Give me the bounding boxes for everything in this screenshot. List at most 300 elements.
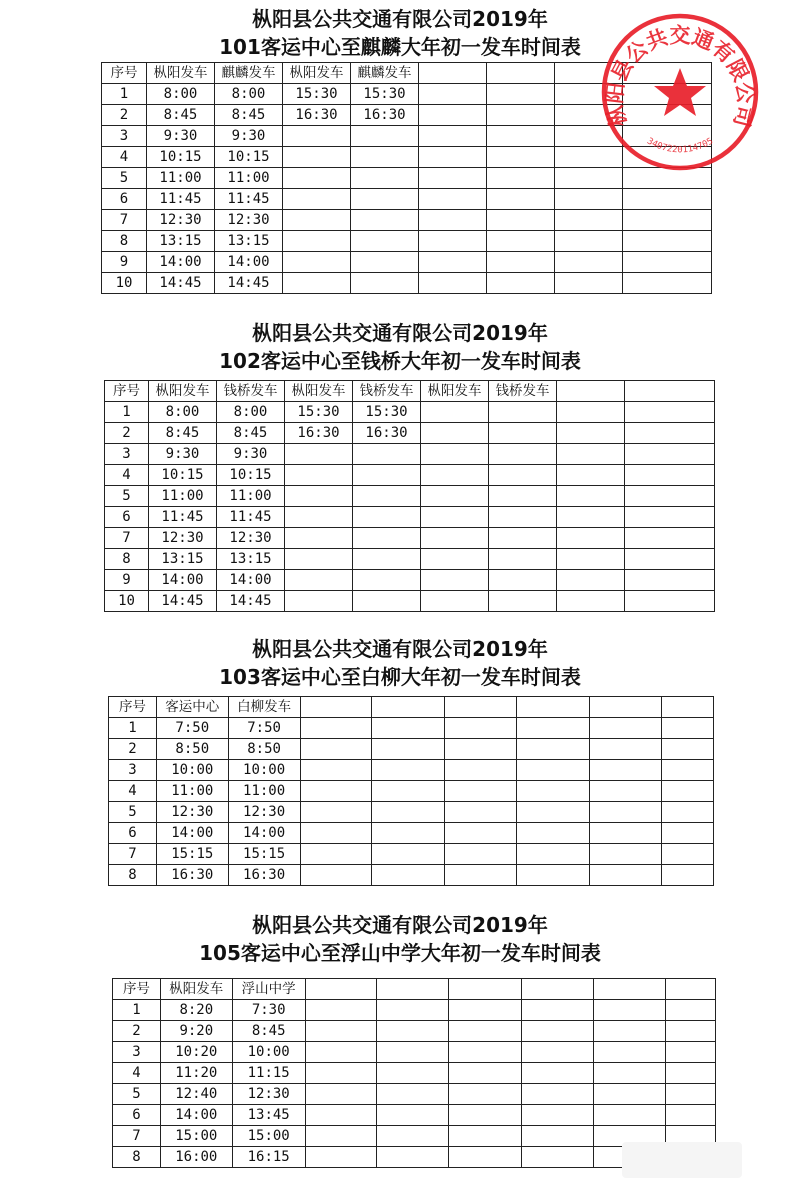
time-cell — [445, 781, 517, 802]
time-cell — [665, 1021, 715, 1042]
time-cell — [377, 1084, 449, 1105]
time-cell — [421, 444, 489, 465]
row-number-cell: 6 — [102, 189, 147, 210]
row-number-cell: 8 — [113, 1147, 161, 1168]
time-cell — [449, 1021, 522, 1042]
time-cell — [353, 528, 421, 549]
row-number-cell: 2 — [113, 1021, 161, 1042]
time-cell — [372, 844, 445, 865]
time-cell — [449, 1126, 522, 1147]
time-cell — [419, 147, 487, 168]
timetable-103 — [108, 696, 714, 886]
section-4-title-line2: 105客运中心至浮山中学大年初一发车时间表 — [199, 941, 601, 965]
header-cell — [372, 697, 445, 718]
time-cell: 14:00 — [149, 570, 217, 591]
table-row — [109, 844, 714, 865]
table-row — [105, 549, 715, 570]
time-cell — [517, 844, 590, 865]
time-cell — [594, 1042, 666, 1063]
time-cell — [589, 802, 661, 823]
time-cell — [487, 252, 555, 273]
row-number-cell: 5 — [113, 1084, 161, 1105]
time-cell — [285, 570, 353, 591]
time-cell: 14:45 — [149, 591, 217, 612]
row-number-cell: 6 — [105, 507, 149, 528]
time-cell: 8:45 — [149, 423, 217, 444]
time-cell — [372, 718, 445, 739]
row-number-cell: 8 — [102, 231, 147, 252]
section-1-title-line2: 101客运中心至麒麟大年初一发车时间表 — [219, 35, 581, 59]
row-number-cell: 4 — [113, 1063, 161, 1084]
time-cell: 7:50 — [228, 718, 300, 739]
table-row — [113, 1084, 716, 1105]
row-number-cell: 7 — [102, 210, 147, 231]
time-cell: 11:00 — [149, 486, 217, 507]
time-cell — [377, 1000, 449, 1021]
time-cell: 15:30 — [351, 84, 419, 105]
time-cell — [285, 507, 353, 528]
time-cell — [665, 1063, 715, 1084]
time-cell — [419, 252, 487, 273]
time-cell: 13:45 — [232, 1105, 305, 1126]
time-cell — [661, 739, 713, 760]
time-cell: 12:30 — [228, 802, 300, 823]
time-cell — [421, 570, 489, 591]
header-cell — [594, 979, 666, 1000]
time-cell — [594, 1021, 666, 1042]
time-cell: 14:00 — [147, 252, 215, 273]
time-cell — [487, 126, 555, 147]
time-cell — [625, 402, 715, 423]
header-cell: 枞阳发车 — [149, 381, 217, 402]
time-cell — [305, 1105, 377, 1126]
row-number-cell: 2 — [102, 105, 147, 126]
time-cell: 12:30 — [232, 1084, 305, 1105]
time-cell — [300, 823, 372, 844]
time-cell: 8:20 — [160, 1000, 232, 1021]
time-cell: 10:00 — [228, 760, 300, 781]
time-cell — [353, 549, 421, 570]
header-cell: 序号 — [113, 979, 161, 1000]
time-cell: 8:50 — [156, 739, 228, 760]
time-cell — [377, 1105, 449, 1126]
time-cell — [285, 465, 353, 486]
row-number-cell: 9 — [102, 252, 147, 273]
time-cell: 11:45 — [217, 507, 285, 528]
time-cell — [353, 507, 421, 528]
time-cell: 12:40 — [160, 1084, 232, 1105]
time-cell: 14:00 — [215, 252, 283, 273]
seal-number: 3407220114705 — [644, 136, 716, 156]
header-cell — [377, 979, 449, 1000]
row-number-cell: 8 — [105, 549, 149, 570]
time-cell — [285, 444, 353, 465]
row-number-cell: 4 — [102, 147, 147, 168]
time-cell: 15:30 — [285, 402, 353, 423]
seal-star-icon — [654, 68, 706, 116]
time-cell — [445, 760, 517, 781]
row-number-cell: 5 — [102, 168, 147, 189]
time-cell — [623, 252, 712, 273]
time-cell — [557, 570, 625, 591]
time-cell: 13:15 — [149, 549, 217, 570]
time-cell — [377, 1063, 449, 1084]
timetable-105 — [112, 978, 716, 1168]
time-cell: 9:30 — [215, 126, 283, 147]
time-cell: 12:30 — [217, 528, 285, 549]
time-cell — [557, 591, 625, 612]
time-cell — [372, 760, 445, 781]
time-cell: 10:15 — [215, 147, 283, 168]
company-seal-stamp — [598, 10, 762, 174]
time-cell: 13:15 — [217, 549, 285, 570]
header-cell — [661, 697, 713, 718]
time-cell — [487, 168, 555, 189]
table-row — [113, 1021, 716, 1042]
time-cell — [589, 844, 661, 865]
time-cell: 10:15 — [147, 147, 215, 168]
row-number-cell: 7 — [105, 528, 149, 549]
table-row — [113, 1042, 716, 1063]
time-cell — [305, 1063, 377, 1084]
time-cell: 8:00 — [147, 84, 215, 105]
row-number-cell: 10 — [105, 591, 149, 612]
header-cell: 序号 — [109, 697, 157, 718]
table-row — [109, 760, 714, 781]
time-cell — [419, 231, 487, 252]
time-cell — [489, 486, 557, 507]
table-row — [109, 739, 714, 760]
time-cell — [351, 189, 419, 210]
time-cell: 11:00 — [156, 781, 228, 802]
time-cell — [665, 1000, 715, 1021]
time-cell — [555, 189, 623, 210]
time-cell — [589, 865, 661, 886]
time-cell: 16:30 — [353, 423, 421, 444]
row-number-cell: 3 — [109, 760, 157, 781]
time-cell — [305, 1042, 377, 1063]
time-cell — [305, 1084, 377, 1105]
header-cell — [625, 381, 715, 402]
section-1-title-line1: 枞阳县公共交通有限公司2019年 — [252, 7, 548, 31]
time-cell — [665, 1105, 715, 1126]
time-cell — [351, 168, 419, 189]
time-cell: 11:45 — [149, 507, 217, 528]
time-cell: 8:00 — [215, 84, 283, 105]
time-cell — [522, 1021, 594, 1042]
time-cell — [557, 444, 625, 465]
time-cell — [489, 570, 557, 591]
time-cell: 12:30 — [215, 210, 283, 231]
header-cell — [300, 697, 372, 718]
time-cell — [589, 781, 661, 802]
table-row — [105, 486, 715, 507]
header-cell: 钱桥发车 — [489, 381, 557, 402]
time-cell — [372, 802, 445, 823]
time-cell: 16:30 — [228, 865, 300, 886]
header-cell: 麒麟发车 — [215, 63, 283, 84]
time-cell: 9:20 — [160, 1021, 232, 1042]
time-cell — [300, 760, 372, 781]
time-cell — [625, 486, 715, 507]
time-cell — [517, 865, 590, 886]
time-cell: 12:30 — [147, 210, 215, 231]
time-cell — [421, 402, 489, 423]
time-cell — [353, 486, 421, 507]
time-cell: 10:00 — [156, 760, 228, 781]
header-cell — [305, 979, 377, 1000]
row-number-cell: 9 — [105, 570, 149, 591]
timetable-102 — [104, 380, 715, 612]
time-cell: 11:00 — [147, 168, 215, 189]
time-cell — [283, 168, 351, 189]
time-cell — [489, 528, 557, 549]
header-cell: 枞阳发车 — [147, 63, 215, 84]
time-cell — [419, 126, 487, 147]
table-row — [102, 273, 712, 294]
time-cell — [449, 1084, 522, 1105]
time-cell — [449, 1042, 522, 1063]
table-row — [105, 465, 715, 486]
table-row — [102, 252, 712, 273]
time-cell — [594, 1105, 666, 1126]
time-cell: 16:15 — [232, 1147, 305, 1168]
time-cell — [300, 739, 372, 760]
time-cell — [522, 1105, 594, 1126]
time-cell: 7:30 — [232, 1000, 305, 1021]
time-cell — [522, 1042, 594, 1063]
table-row — [109, 802, 714, 823]
time-cell — [625, 423, 715, 444]
header-cell — [522, 979, 594, 1000]
row-number-cell: 5 — [105, 486, 149, 507]
header-cell: 麒麟发车 — [351, 63, 419, 84]
time-cell — [421, 507, 489, 528]
time-cell — [555, 273, 623, 294]
time-cell — [419, 105, 487, 126]
time-cell — [489, 591, 557, 612]
table-row — [109, 823, 714, 844]
table-row — [105, 528, 715, 549]
time-cell: 7:50 — [156, 718, 228, 739]
time-cell: 10:15 — [217, 465, 285, 486]
row-number-cell: 10 — [102, 273, 147, 294]
time-cell: 14:00 — [217, 570, 285, 591]
row-number-cell: 7 — [113, 1126, 161, 1147]
time-cell: 9:30 — [217, 444, 285, 465]
time-cell — [305, 1000, 377, 1021]
time-cell — [589, 739, 661, 760]
header-cell: 白柳发车 — [228, 697, 300, 718]
table-row — [102, 210, 712, 231]
header-cell — [557, 381, 625, 402]
time-cell — [351, 231, 419, 252]
time-cell — [300, 802, 372, 823]
time-cell — [283, 210, 351, 231]
row-number-cell: 6 — [109, 823, 157, 844]
time-cell — [421, 423, 489, 444]
time-cell — [445, 823, 517, 844]
time-cell — [353, 444, 421, 465]
time-cell — [522, 1084, 594, 1105]
time-cell: 11:00 — [215, 168, 283, 189]
table-row — [105, 507, 715, 528]
time-cell — [623, 189, 712, 210]
time-cell: 13:15 — [147, 231, 215, 252]
time-cell — [285, 549, 353, 570]
row-number-cell: 3 — [105, 444, 149, 465]
time-cell — [555, 210, 623, 231]
time-cell — [661, 823, 713, 844]
time-cell — [300, 865, 372, 886]
time-cell — [557, 423, 625, 444]
time-cell — [419, 189, 487, 210]
time-cell — [377, 1147, 449, 1168]
time-cell — [589, 718, 661, 739]
time-cell: 16:00 — [160, 1147, 232, 1168]
time-cell — [522, 1000, 594, 1021]
section-4-title-line1: 枞阳县公共交通有限公司2019年 — [252, 913, 548, 937]
time-cell — [351, 210, 419, 231]
header-cell — [445, 697, 517, 718]
time-cell — [353, 570, 421, 591]
header-cell: 序号 — [102, 63, 147, 84]
header-cell: 客运中心 — [156, 697, 228, 718]
time-cell: 15:15 — [228, 844, 300, 865]
header-cell: 钱桥发车 — [353, 381, 421, 402]
time-cell — [377, 1126, 449, 1147]
time-cell — [661, 865, 713, 886]
time-cell — [421, 591, 489, 612]
time-cell — [589, 760, 661, 781]
header-cell — [665, 979, 715, 1000]
header-row — [113, 979, 716, 1000]
time-cell: 11:45 — [215, 189, 283, 210]
table-row — [109, 718, 714, 739]
time-cell — [419, 84, 487, 105]
time-cell — [517, 823, 590, 844]
time-cell — [487, 273, 555, 294]
time-cell — [421, 486, 489, 507]
time-cell: 15:30 — [283, 84, 351, 105]
time-cell — [419, 168, 487, 189]
row-number-cell: 8 — [109, 865, 157, 886]
row-number-cell: 4 — [105, 465, 149, 486]
section-3-title-line1: 枞阳县公共交通有限公司2019年 — [252, 637, 548, 661]
time-cell — [419, 210, 487, 231]
seal-text: 枞阳县公共交通有限公司 — [602, 23, 758, 130]
time-cell — [594, 1063, 666, 1084]
time-cell — [517, 760, 590, 781]
time-cell — [283, 252, 351, 273]
table-row — [105, 591, 715, 612]
time-cell: 8:45 — [147, 105, 215, 126]
header-cell: 枞阳发车 — [160, 979, 232, 1000]
time-cell — [489, 465, 557, 486]
time-cell: 10:15 — [149, 465, 217, 486]
time-cell — [445, 865, 517, 886]
scan-artifact — [622, 1142, 742, 1178]
time-cell: 16:30 — [351, 105, 419, 126]
header-cell: 序号 — [105, 381, 149, 402]
time-cell — [300, 781, 372, 802]
time-cell: 8:00 — [149, 402, 217, 423]
table-row — [105, 444, 715, 465]
time-cell — [305, 1126, 377, 1147]
time-cell — [285, 528, 353, 549]
time-cell: 16:30 — [156, 865, 228, 886]
time-cell: 15:00 — [232, 1126, 305, 1147]
time-cell: 15:30 — [353, 402, 421, 423]
time-cell — [351, 147, 419, 168]
time-cell — [421, 549, 489, 570]
time-cell — [661, 718, 713, 739]
time-cell: 9:30 — [149, 444, 217, 465]
header-cell: 钱桥发车 — [217, 381, 285, 402]
time-cell — [351, 126, 419, 147]
time-cell: 14:00 — [160, 1105, 232, 1126]
time-cell: 8:45 — [215, 105, 283, 126]
time-cell — [489, 423, 557, 444]
time-cell — [661, 781, 713, 802]
time-cell — [285, 486, 353, 507]
time-cell: 14:00 — [156, 823, 228, 844]
time-cell — [445, 844, 517, 865]
table-row — [113, 1000, 716, 1021]
time-cell — [557, 528, 625, 549]
time-cell: 9:30 — [147, 126, 215, 147]
header-cell — [517, 697, 590, 718]
time-cell: 14:00 — [228, 823, 300, 844]
time-cell — [557, 549, 625, 570]
time-cell — [557, 507, 625, 528]
time-cell — [594, 1000, 666, 1021]
time-cell — [487, 231, 555, 252]
time-cell — [421, 528, 489, 549]
time-cell — [377, 1042, 449, 1063]
section-2-title-line2: 102客运中心至钱桥大年初一发车时间表 — [219, 349, 581, 373]
time-cell — [557, 402, 625, 423]
time-cell — [487, 210, 555, 231]
time-cell — [625, 528, 715, 549]
row-number-cell: 1 — [105, 402, 149, 423]
row-number-cell: 5 — [109, 802, 157, 823]
time-cell — [625, 507, 715, 528]
time-cell — [449, 1105, 522, 1126]
time-cell: 13:15 — [215, 231, 283, 252]
header-row — [105, 381, 715, 402]
time-cell — [661, 760, 713, 781]
table-row — [105, 570, 715, 591]
header-cell: 枞阳发车 — [421, 381, 489, 402]
time-cell: 14:45 — [147, 273, 215, 294]
row-number-cell: 1 — [109, 718, 157, 739]
time-cell — [305, 1021, 377, 1042]
time-cell — [557, 465, 625, 486]
time-cell — [283, 147, 351, 168]
time-cell: 8:45 — [232, 1021, 305, 1042]
time-cell — [625, 570, 715, 591]
time-cell: 12:30 — [149, 528, 217, 549]
time-cell — [445, 739, 517, 760]
time-cell — [557, 486, 625, 507]
time-cell — [353, 591, 421, 612]
time-cell — [305, 1147, 377, 1168]
time-cell — [489, 549, 557, 570]
time-cell — [489, 444, 557, 465]
time-cell — [517, 781, 590, 802]
time-cell — [625, 465, 715, 486]
